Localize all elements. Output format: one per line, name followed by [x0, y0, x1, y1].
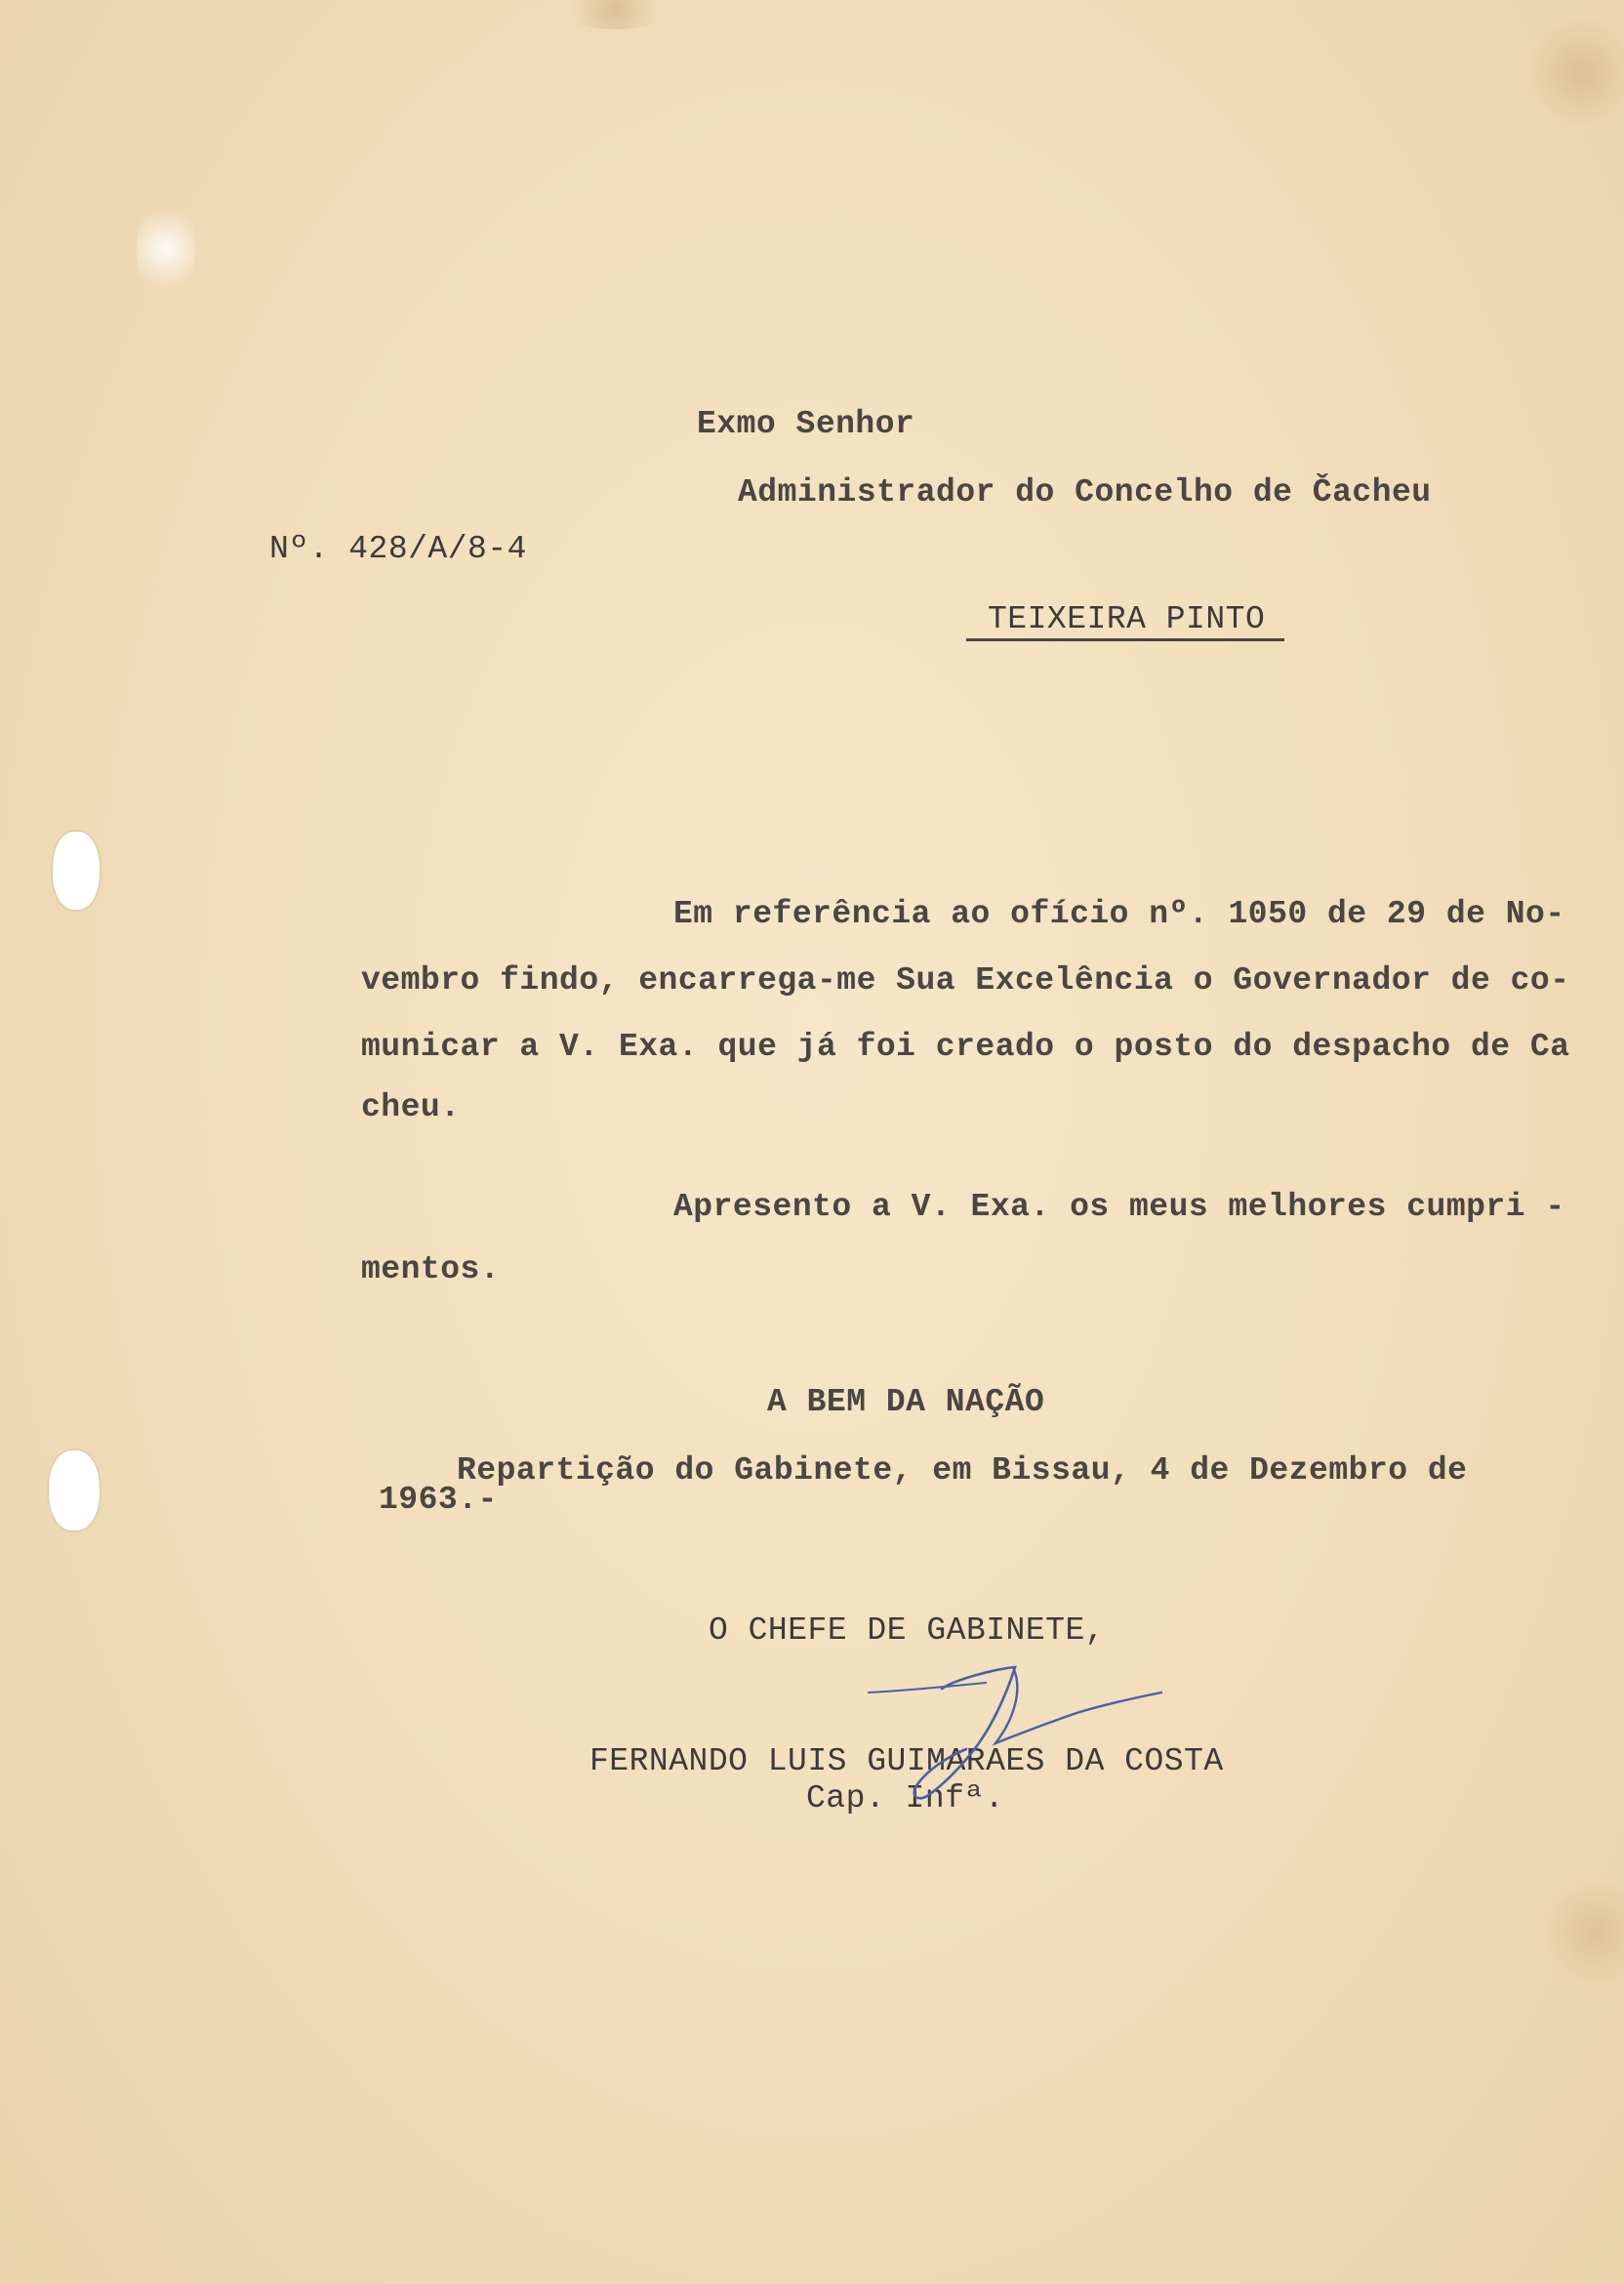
signatory-rank: Cap. Infª.	[806, 1780, 1005, 1816]
signatory-title: O CHEFE DE GABINETE,	[709, 1612, 1106, 1649]
salutation: Exmo Senhor	[697, 406, 915, 442]
body-line: mentos.	[361, 1251, 501, 1287]
location-underline	[966, 638, 1284, 641]
signatory-name: FERNANDO LUIS GUIMARAES DA COSTA	[589, 1743, 1224, 1779]
addressee-location: TEIXEIRA PINTO	[988, 601, 1266, 637]
body-line: municar a V. Exa. que já foi creado o posto do despacho de Ca	[361, 1029, 1570, 1065]
date-year: 1963.-	[379, 1482, 498, 1518]
punch-hole-bottom	[49, 1450, 100, 1530]
closing-motto: A BEM DA NAÇÃO	[767, 1384, 1045, 1420]
handwritten-signature	[849, 1650, 1181, 1806]
body-line: vembro findo, encarrega-me Sua Excelência o Governador de co-	[361, 962, 1570, 999]
paper-stain	[556, 0, 673, 29]
paper-stain	[137, 195, 195, 303]
addressee-title: Administrador do Concelho de Čacheu	[738, 474, 1432, 510]
body-line: cheu.	[361, 1089, 461, 1125]
body-line: Apresento a V. Exa. os meus melhores cumpri -	[673, 1189, 1565, 1225]
place-date-line: Repartição do Gabinete, em Bissau, 4 de Dezembro de	[457, 1452, 1468, 1489]
reference-number: Nº. 428/A/8-4	[269, 531, 527, 567]
punch-hole-top	[53, 832, 100, 910]
paper-stain	[1542, 1874, 1624, 1991]
body-line: Em referência ao ofício nº. 1050 de 29 de No-	[673, 896, 1565, 932]
paper-stain	[1522, 20, 1624, 127]
